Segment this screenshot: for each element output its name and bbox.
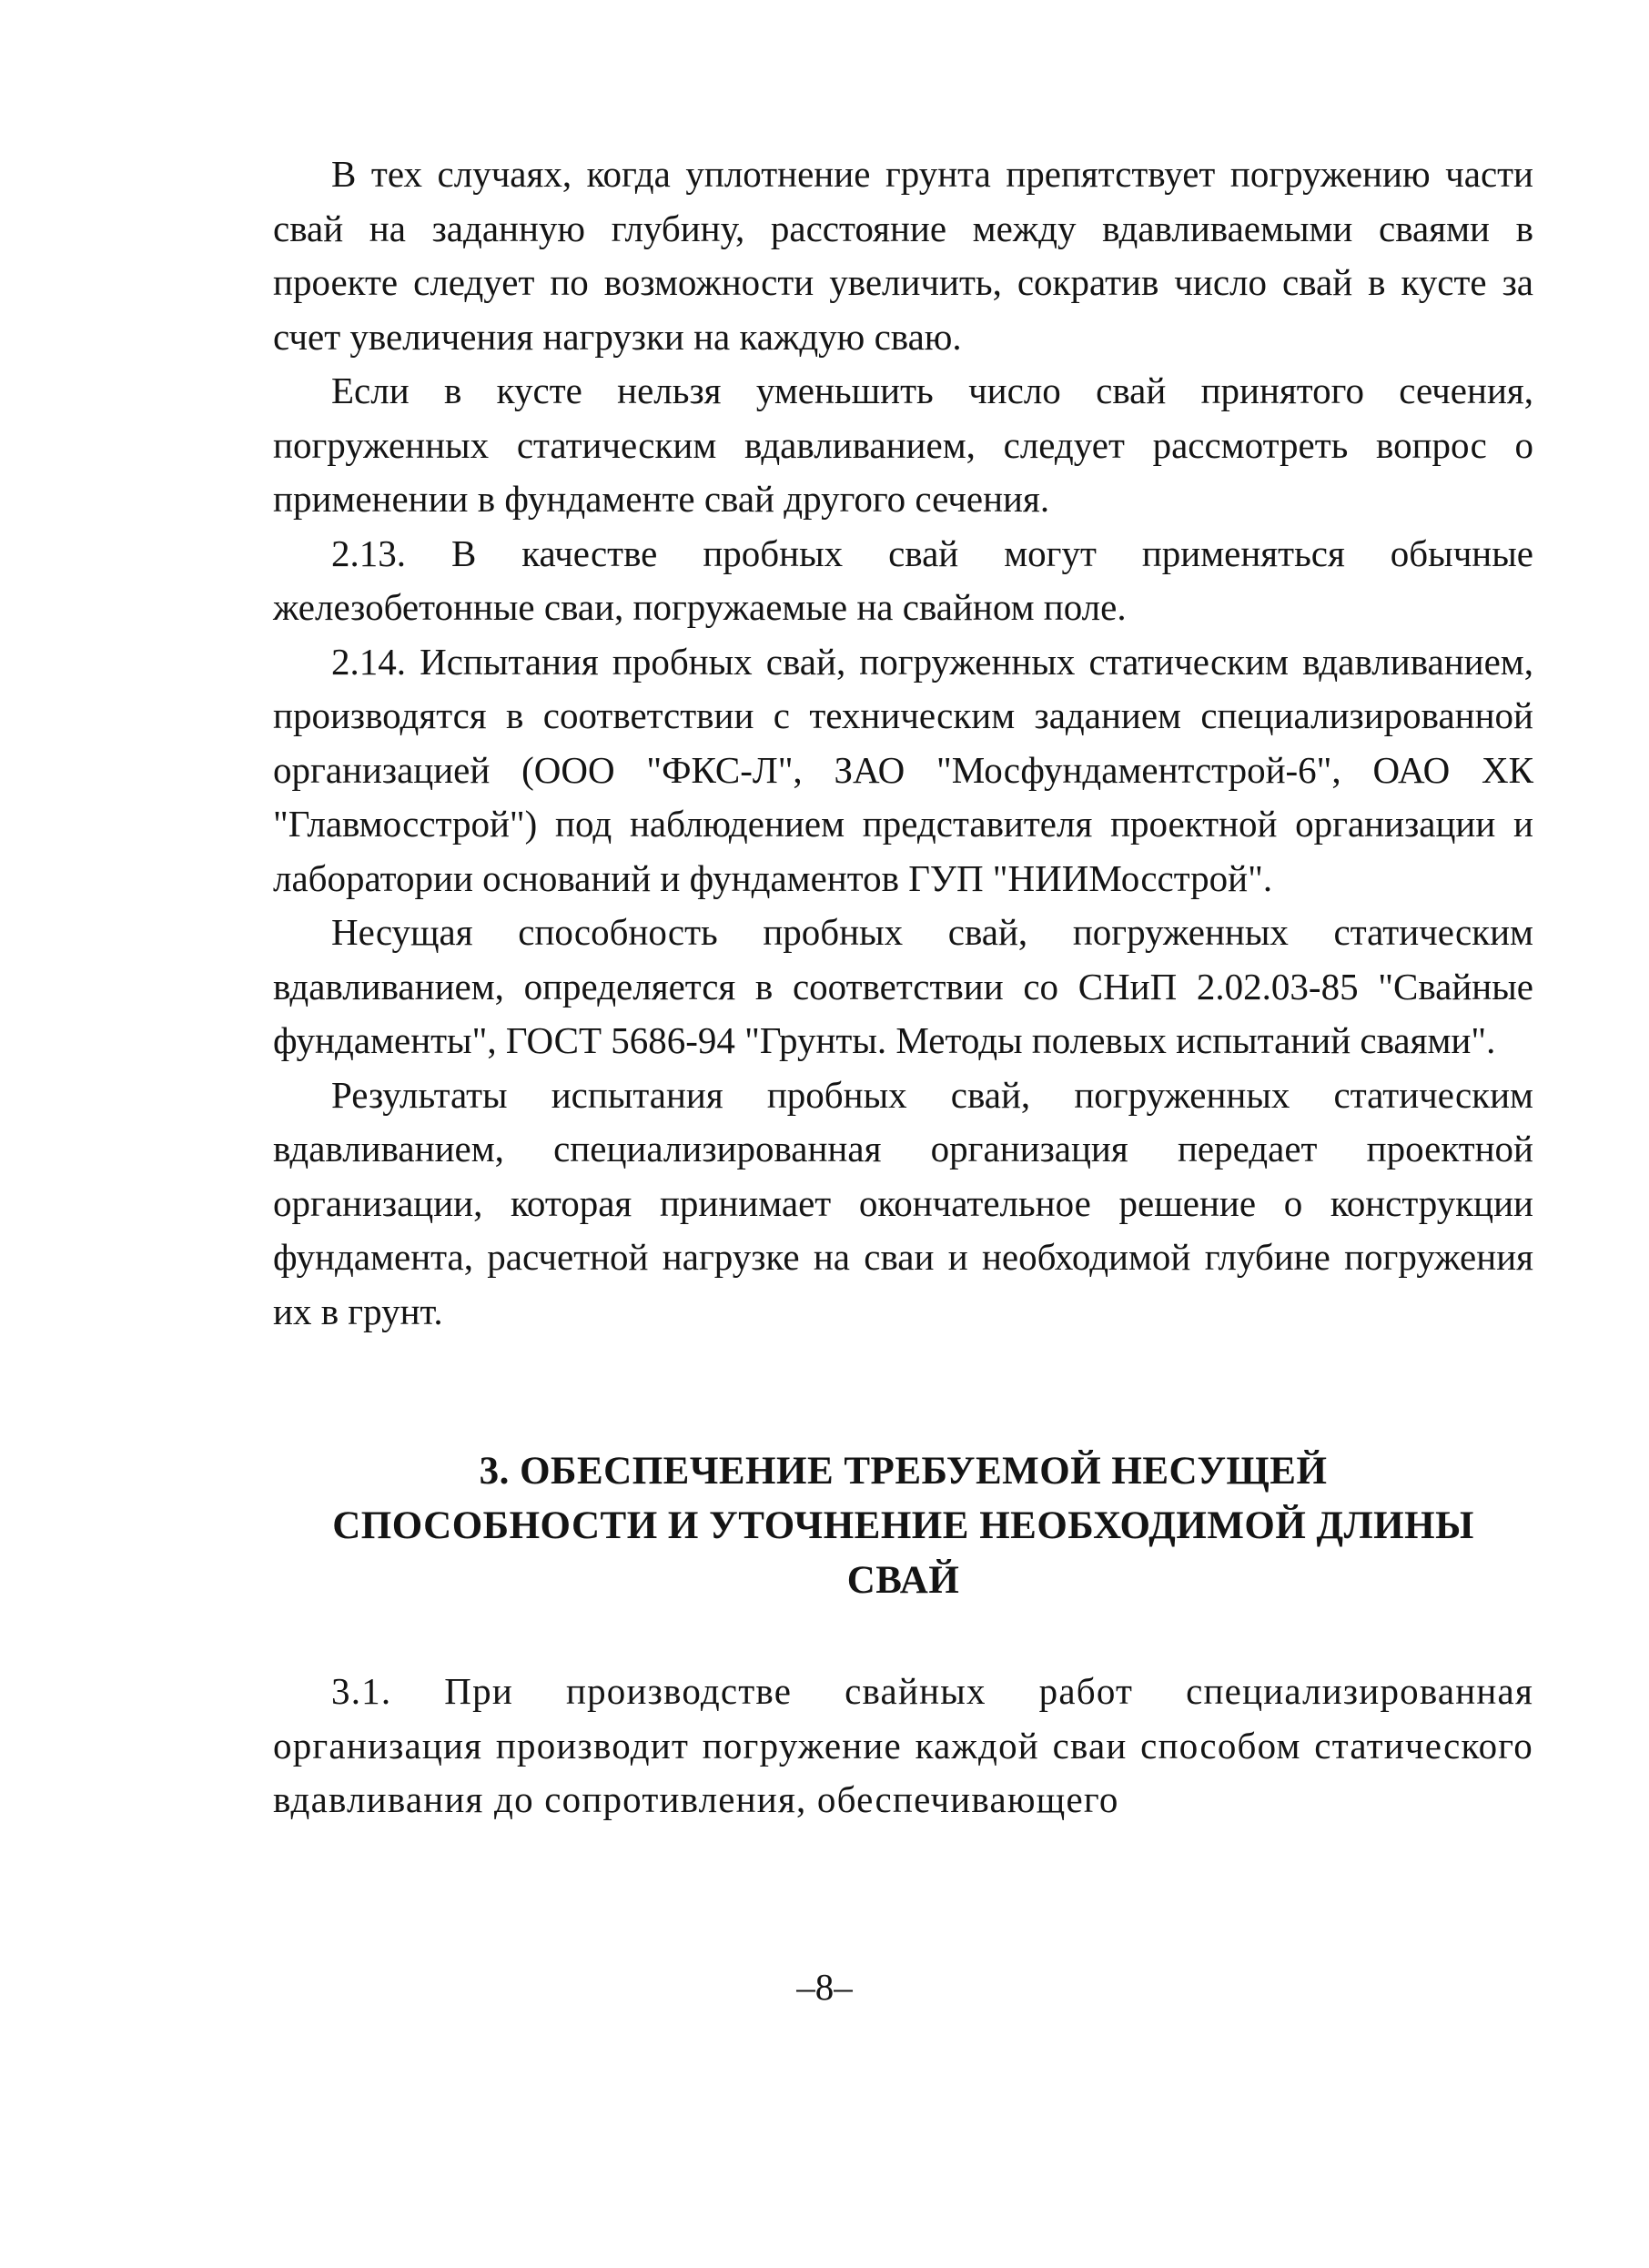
page-number: –8– [796, 1966, 853, 2008]
section-heading-line-2: СПОСОБНОСТИ И УТОЧНЕНИЕ НЕОБХОДИМОЙ ДЛИНЫ [332, 1504, 1474, 1547]
paragraph-pile-spacing: В тех случаях, когда уплотнение грунта препятствует погружению части свай на заданную глубину, расстояние между вдавливаемыми сваями в проекте следует по возможности увеличить, сократив число свай в кусте за счет увеличения нагрузки на каждую сваю. [273, 153, 1533, 358]
paragraph-2-14: 2.14. Испытания пробных свай, погруженных статическим вдавливанием, производятся в соответствии с техническим заданием специализированной организацией (ООО "ФКС-Л", ЗАО "Мосфундаментстрой-6", ОАО ХК "Главмосстрой") под наблюдением представителя проектной организации и лаборатории оснований и фундаментов ГУП "НИИМосстрой". [273, 640, 1533, 899]
paragraph-test-results: Результаты испытания пробных свай, погруженных статическим вдавливанием, специализированная организация передает проектной организации, которая принимает окончательное решение о конструкции фундамента, расчетной нагрузке на сваи и необходимой глубине погружения их в грунт. [273, 1073, 1533, 1332]
section-heading-line-1: 3. ОБЕСПЕЧЕНИЕ ТРЕБУЕМОЙ НЕСУЩЕЙ [479, 1450, 1328, 1493]
document-page [273, 147, 1533, 1828]
section-heading-line-3: СВАЙ [846, 1559, 960, 1602]
paragraph-bearing-capacity: Несущая способность пробных свай, погруженных статическим вдавливанием, определяется в соответствии со СНиП 2.02.03-85 "Свайные фундаменты", ГОСТ 5686-94 "Грунты. Методы полевых испытаний сваями". [273, 911, 1533, 1061]
paragraph-3-1: 3.1. При производстве свайных работ специализированная организация производит погружение каждой сваи способом статического вдавливания до сопротивления, обеспечивающего [273, 1670, 1533, 1820]
paragraph-pile-section: Если в кусте нельзя уменьшить число свай принятого сечения, погруженных статическим вдавливанием, следует рассмотреть вопрос о применении в фундаменте свай другого сечения. [273, 370, 1533, 520]
paragraph-2-13: 2.13. В качестве пробных свай могут применяться обычные железобетонные сваи, погружаемые на свайном поле. [273, 532, 1533, 628]
section-heading [273, 1444, 1533, 1608]
